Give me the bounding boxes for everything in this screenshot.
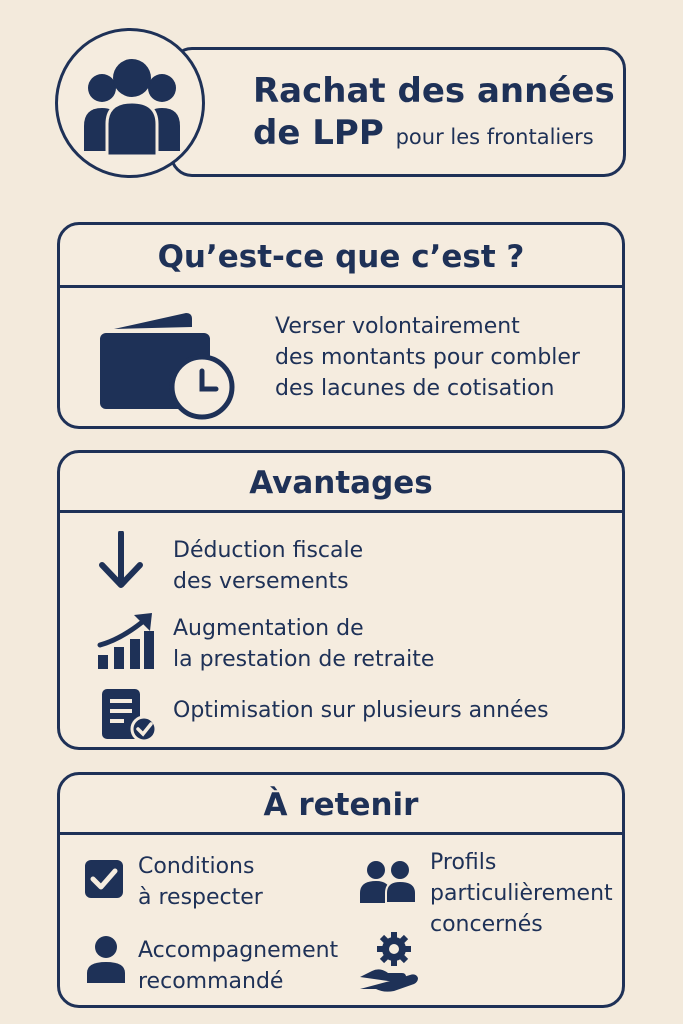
retain-title: À retenir — [263, 787, 419, 823]
divider — [60, 285, 622, 288]
retain-section — [57, 772, 625, 1008]
conditions-line2: à respecter — [138, 885, 263, 910]
what-title: Qu’est-ce que c’est ? — [157, 239, 525, 275]
profiles-line1: Profils — [430, 850, 497, 875]
advantage-line1: Déduction fiscale — [173, 538, 364, 563]
support-line2: recommandé — [138, 969, 284, 994]
retain-conditions — [138, 851, 263, 913]
chart-growth-icon — [96, 611, 156, 671]
divider — [60, 510, 622, 513]
people-group-icon — [80, 56, 184, 156]
advantage-item — [173, 613, 434, 675]
divider — [60, 832, 622, 835]
hero-icon-circle — [55, 28, 205, 178]
person-icon — [86, 935, 126, 983]
retain-support — [138, 935, 338, 997]
arrow-down-icon — [98, 531, 144, 589]
hero-title — [253, 70, 615, 158]
advantage-item — [173, 535, 363, 597]
advantage-line1: Optimisation sur plusieurs années — [173, 698, 549, 723]
what-line2: des montants pour combler — [275, 345, 580, 370]
hero-title-line1: Rachat des années — [253, 71, 615, 111]
document-check-icon — [100, 687, 158, 743]
hero-title-line2: de LPP — [253, 113, 384, 153]
advantage-item — [173, 695, 549, 726]
what-description — [275, 311, 580, 404]
people-icon — [358, 859, 418, 903]
advantage-line2: la prestation de retraite — [173, 647, 435, 672]
support-line1: Accompagnement — [138, 938, 339, 963]
hero-subtitle: pour les frontaliers — [395, 125, 594, 149]
advantages-title: Avantages — [249, 465, 433, 501]
conditions-line1: Conditions — [138, 854, 255, 879]
advantage-line1: Augmentation de — [173, 616, 364, 641]
hand-gear-icon — [358, 931, 420, 993]
advantages-section — [57, 450, 625, 750]
checkbox-icon — [84, 859, 124, 899]
what-line3: des lacunes de cotisation — [275, 376, 555, 401]
what-section — [57, 222, 625, 429]
profiles-line3: concernés — [430, 912, 543, 937]
what-line1: Verser volontairement — [275, 314, 520, 339]
retain-profiles — [430, 847, 613, 940]
wallet-clock-icon — [100, 311, 236, 421]
advantage-line2: des versements — [173, 569, 349, 594]
profiles-line2: particulièrement — [430, 881, 613, 906]
hero-banner — [170, 47, 626, 177]
